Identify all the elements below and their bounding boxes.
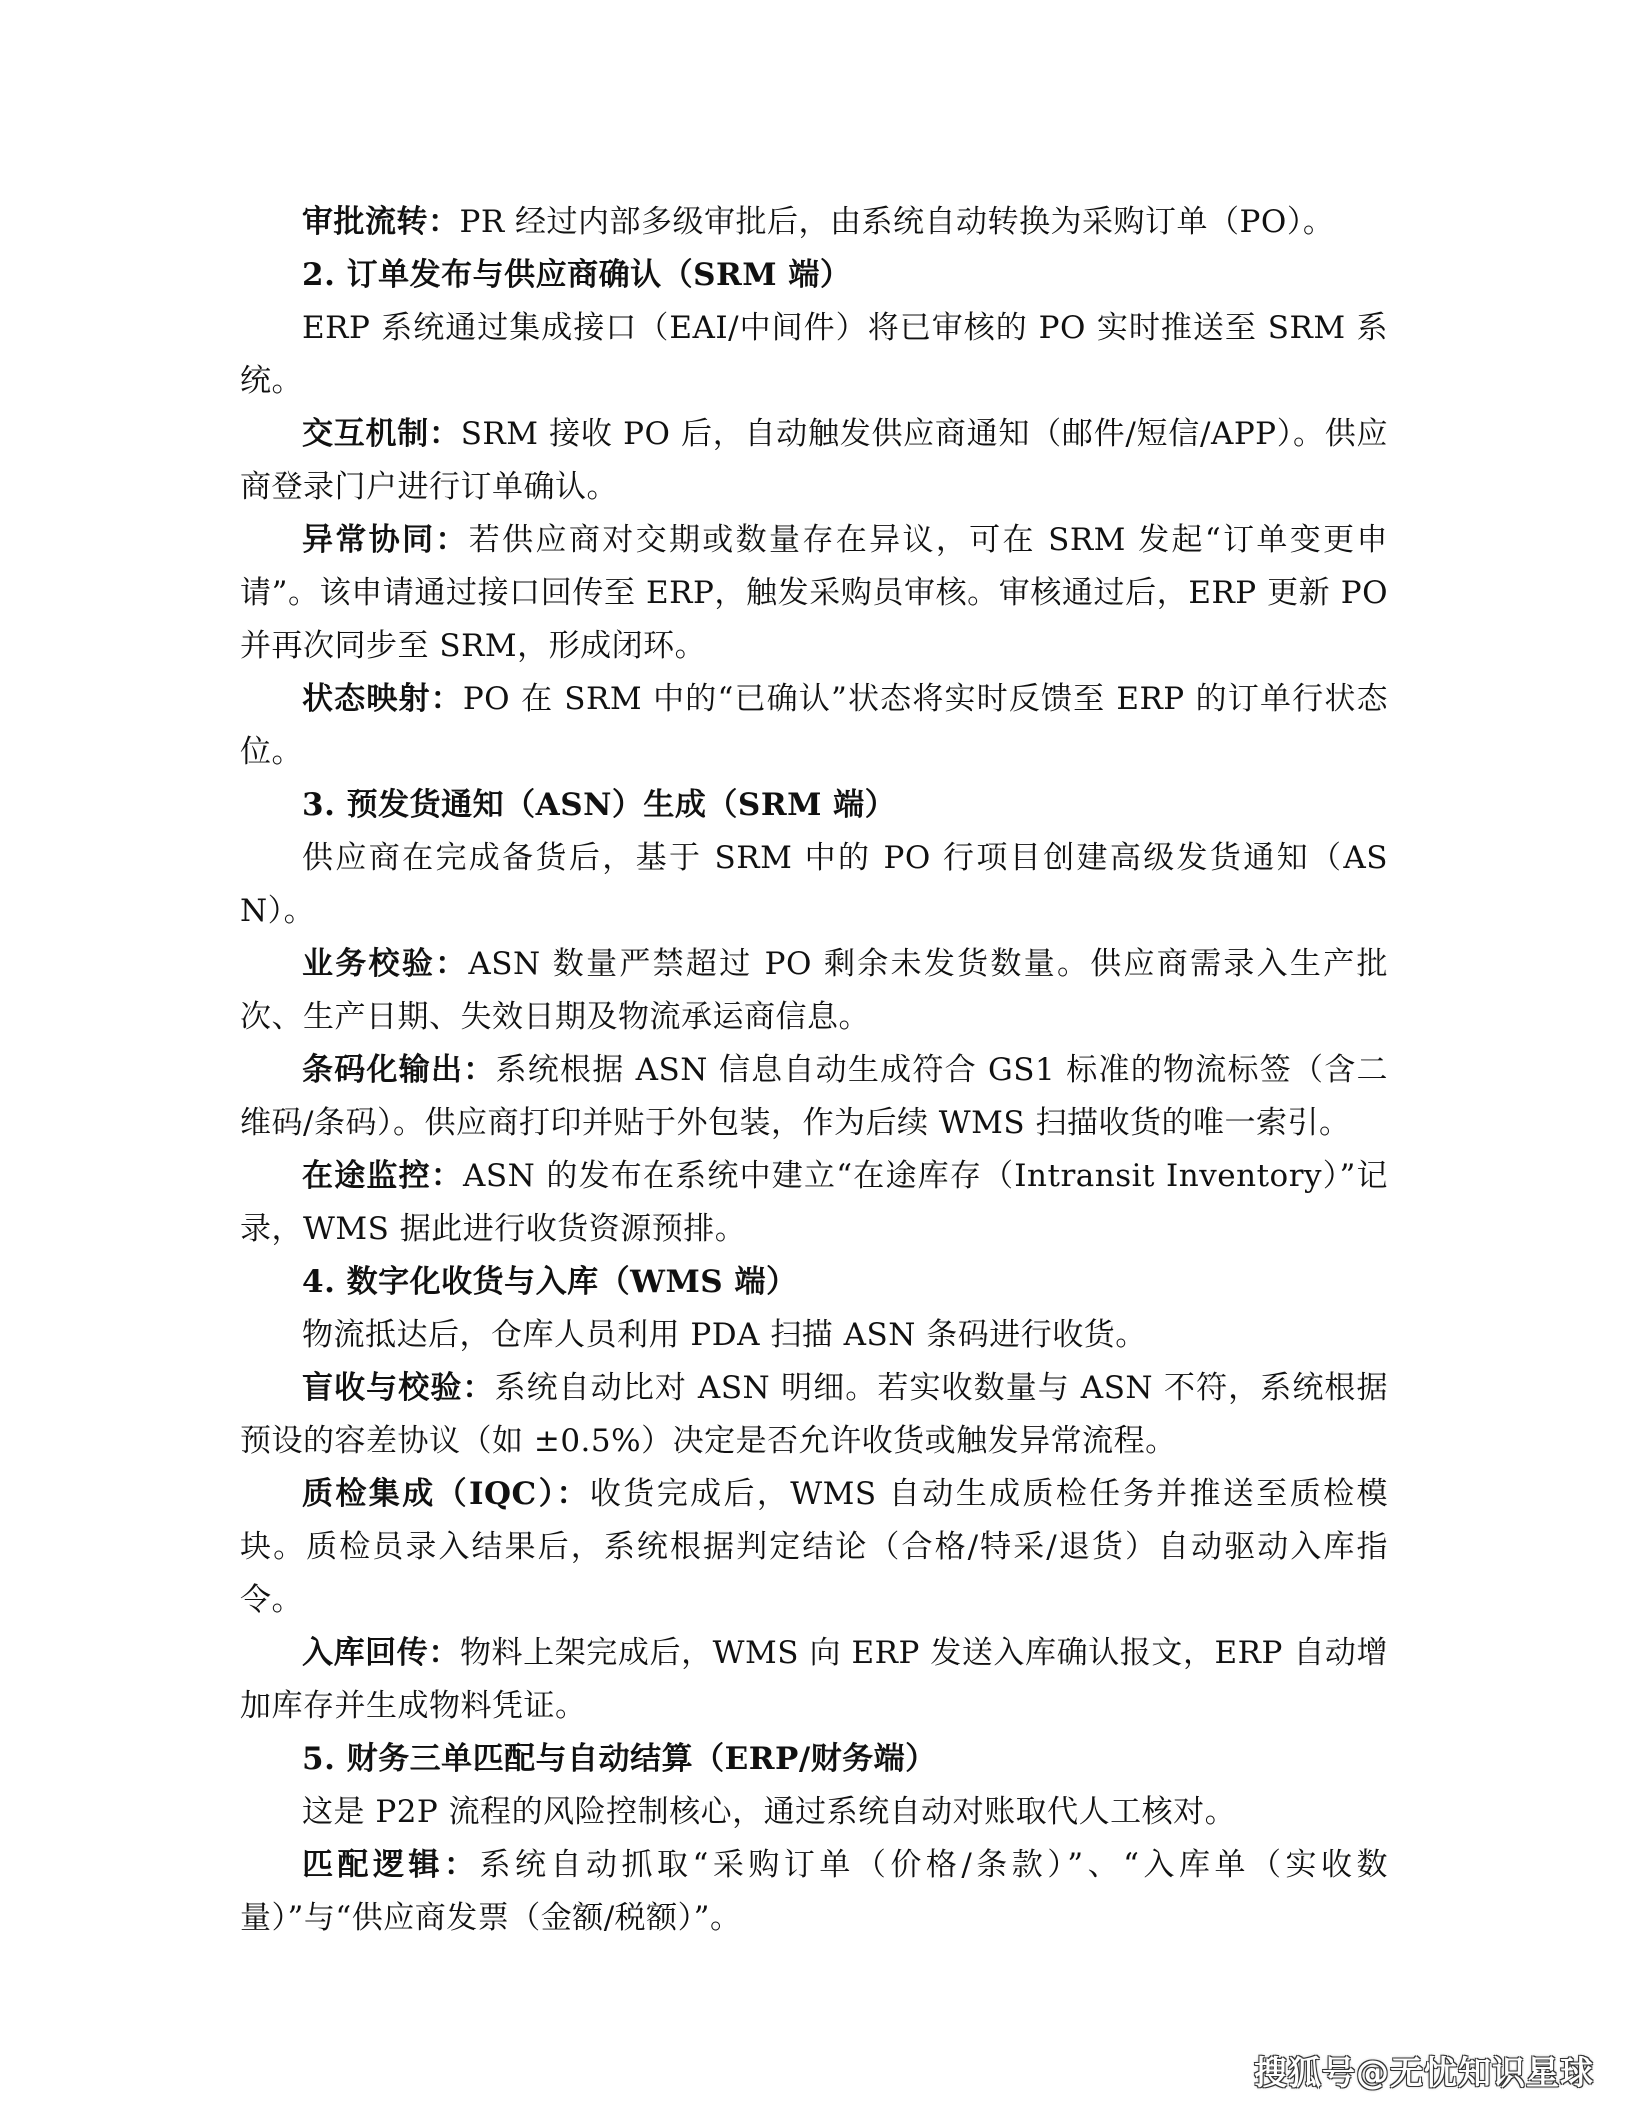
section-heading: 4. 数字化收货与入库（WMS 端） (302, 1264, 798, 1300)
paragraph-label: 入库回传： (302, 1635, 460, 1671)
paragraph-text: 供应商在完成备货后，基于 SRM 中的 PO 行项目创建高级发货通知（ASN）。 (240, 840, 1388, 929)
paragraph-label: 异常协同： (302, 522, 469, 558)
paragraph-text: 若供应商对交期或数量存在异议，可在 SRM 发起“订单变更申请”。该申请通过接口回传至 ERP，触发采购员审核。审核通过后，ERP 更新 PO 并再次同步至 SRM，形成闭环。 (240, 522, 1389, 664)
paragraph-label: 审批流转： (302, 204, 460, 240)
paragraph (240, 1786, 1388, 1839)
paragraph-text: ASN 数量严禁超过 PO 剩余未发货数量。供应商需录入生产批次、生产日期、失效日期及物流承运商信息。 (240, 946, 1388, 1035)
paragraph-label: 业务校验： (302, 946, 469, 982)
paragraph (240, 514, 1388, 673)
paragraph (240, 1309, 1388, 1362)
paragraph-label: 条码化输出： (302, 1052, 496, 1088)
paragraph (240, 302, 1388, 408)
watermark: 搜狐号@无忧知识星球 (1254, 2053, 1594, 2092)
paragraph-text: PO 在 SRM 中的“已确认”状态将实时反馈至 ERP 的订单行状态位。 (240, 681, 1388, 770)
paragraph-label: 在途监控： (302, 1158, 464, 1194)
paragraph-text: 这是 P2P 流程的风险控制核心，通过系统自动对账取代人工核对。 (302, 1794, 1237, 1830)
paragraph-label: 匹配逻辑： (302, 1847, 480, 1883)
paragraph (240, 1362, 1388, 1468)
paragraph (240, 673, 1388, 779)
paragraph-text: ERP 系统通过集成接口（EAI/中间件）将已审核的 PO 实时推送至 SRM 系统。 (240, 310, 1388, 399)
document-body (240, 196, 1388, 1945)
paragraph-text: 系统自动比对 ASN 明细。若实收数量与 ASN 不符，系统根据预设的容差协议（如 ±0.5%）决定是否允许收货或触发异常流程。 (240, 1370, 1388, 1459)
paragraph (240, 196, 1388, 249)
paragraph-text: 系统自动抓取“采购订单（价格/条款）”、“入库单（实收数量）”与“供应商发票（金额/税额）”。 (240, 1847, 1388, 1936)
paragraph (240, 408, 1388, 514)
section-heading: 5. 财务三单匹配与自动结算（ERP/财务端） (302, 1741, 937, 1777)
paragraph-text: 物流抵达后，仓库人员利用 PDA 扫描 ASN 条码进行收货。 (302, 1317, 1147, 1353)
paragraph-label: 交互机制： (302, 416, 461, 452)
paragraph (240, 832, 1388, 938)
paragraph-label: 盲收与校验： (302, 1370, 495, 1406)
paragraph (240, 938, 1388, 1044)
paragraph-text: PR 经过内部多级审批后，由系统自动转换为采购订单（PO）。 (459, 204, 1335, 240)
section-heading: 2. 订单发布与供应商确认（SRM 端） (302, 257, 852, 293)
paragraph-label: 状态映射： (302, 681, 463, 717)
paragraph-text: ASN 的发布在系统中建立“在途库存（Intransit Inventory）”记录，WMS 据此进行收货资源预排。 (240, 1158, 1388, 1247)
paragraph (240, 1839, 1388, 1945)
paragraph-text: SRM 接收 PO 后，自动触发供应商通知（邮件/短信/APP）。供应商登录门户进行订单确认。 (240, 416, 1388, 505)
paragraph (240, 1044, 1388, 1150)
paragraph (240, 1627, 1388, 1733)
paragraph (240, 1468, 1388, 1627)
section-heading: 3. 预发货通知（ASN）生成（SRM 端） (302, 787, 897, 823)
paragraph (240, 1150, 1388, 1256)
paragraph-text: 收货完成后，WMS 自动生成质检任务并推送至质检模块。质检员录入结果后，系统根据判定结论（合格/特采/退货）自动驱动入库指令。 (240, 1476, 1388, 1618)
paragraph-text: 系统根据 ASN 信息自动生成符合 GS1 标准的物流标签（含二维码/条码）。供应商打印并贴于外包装，作为后续 WMS 扫描收货的唯一索引。 (240, 1052, 1389, 1141)
paragraph-label: 质检集成（IQC）： (302, 1476, 590, 1512)
paragraph-text: 物料上架完成后，WMS 向 ERP 发送入库确认报文，ERP 自动增加库存并生成物料凭证。 (240, 1635, 1388, 1724)
